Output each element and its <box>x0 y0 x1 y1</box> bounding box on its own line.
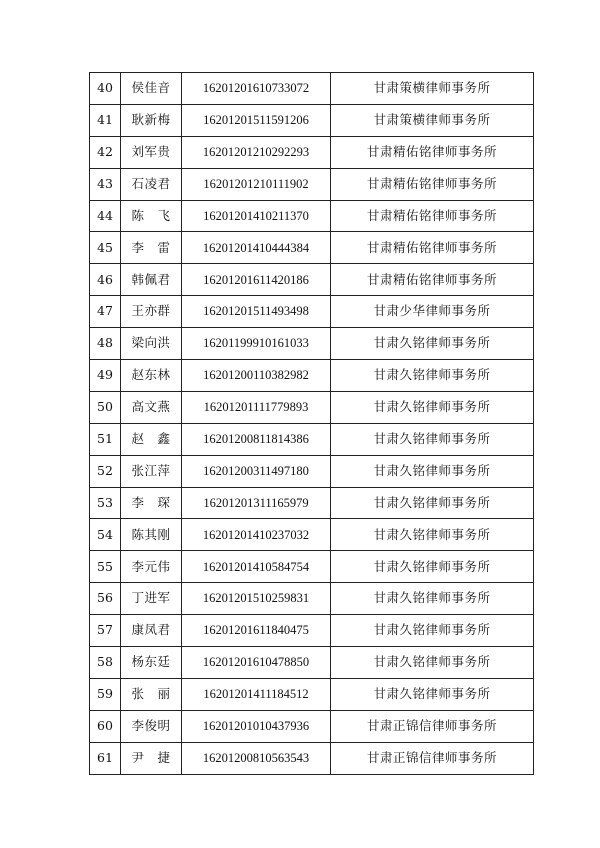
row-number: 42 <box>90 136 121 168</box>
table-row <box>90 742 534 774</box>
law-firm: 甘肃正锦信律师事务所 <box>331 742 534 774</box>
law-firm: 甘肃久铭律师事务所 <box>331 328 534 360</box>
license-number: 16201201111779893 <box>182 391 331 423</box>
table-row <box>90 73 534 105</box>
law-firm: 甘肃久铭律师事务所 <box>331 615 534 647</box>
license-number: 16201201511591206 <box>182 104 331 136</box>
table-row <box>90 487 534 519</box>
law-firm: 甘肃久铭律师事务所 <box>331 391 534 423</box>
table-row <box>90 423 534 455</box>
table-row <box>90 391 534 423</box>
table-row <box>90 296 534 328</box>
table-row <box>90 168 534 200</box>
row-number: 60 <box>90 710 121 742</box>
table-row <box>90 360 534 392</box>
lawyer-name: 李 雷 <box>121 232 182 264</box>
row-number: 54 <box>90 519 121 551</box>
row-number: 50 <box>90 391 121 423</box>
license-number: 16201201410237032 <box>182 519 331 551</box>
license-number: 16201201210292293 <box>182 136 331 168</box>
row-number: 48 <box>90 328 121 360</box>
row-number: 51 <box>90 423 121 455</box>
law-firm: 甘肃策横律师事务所 <box>331 104 534 136</box>
law-firm: 甘肃久铭律师事务所 <box>331 423 534 455</box>
table-row <box>90 104 534 136</box>
row-number: 59 <box>90 678 121 710</box>
law-firm: 甘肃策横律师事务所 <box>331 73 534 105</box>
license-number: 16201201311165979 <box>182 487 331 519</box>
lawyer-name: 李 琛 <box>121 487 182 519</box>
law-firm: 甘肃久铭律师事务所 <box>331 551 534 583</box>
license-number: 16201200811814386 <box>182 423 331 455</box>
license-number: 16201200311497180 <box>182 455 331 487</box>
row-number: 41 <box>90 104 121 136</box>
row-number: 43 <box>90 168 121 200</box>
lawyer-name: 赵东林 <box>121 360 182 392</box>
row-number: 55 <box>90 551 121 583</box>
roster-body <box>90 73 534 775</box>
law-firm: 甘肃少华律师事务所 <box>331 296 534 328</box>
lawyer-name: 杨东廷 <box>121 647 182 679</box>
table-row <box>90 519 534 551</box>
row-number: 57 <box>90 615 121 647</box>
law-firm: 甘肃久铭律师事务所 <box>331 678 534 710</box>
row-number: 40 <box>90 73 121 105</box>
license-number: 16201201010437936 <box>182 710 331 742</box>
lawyer-name: 陈其刚 <box>121 519 182 551</box>
license-number: 16201201611840475 <box>182 615 331 647</box>
lawyer-name: 王亦群 <box>121 296 182 328</box>
table-row <box>90 551 534 583</box>
license-number: 16201201410211370 <box>182 200 331 232</box>
table-row <box>90 583 534 615</box>
table-row <box>90 264 534 296</box>
license-number: 16201200110382982 <box>182 360 331 392</box>
lawyer-name: 张 丽 <box>121 678 182 710</box>
lawyer-name: 赵 鑫 <box>121 423 182 455</box>
lawyer-name: 李俊明 <box>121 710 182 742</box>
license-number: 16201201610733072 <box>182 73 331 105</box>
row-number: 47 <box>90 296 121 328</box>
license-number: 16201201210111902 <box>182 168 331 200</box>
lawyer-name: 尹 捷 <box>121 742 182 774</box>
lawyer-name: 侯佳音 <box>121 73 182 105</box>
table-row <box>90 200 534 232</box>
lawyer-name: 张江萍 <box>121 455 182 487</box>
row-number: 44 <box>90 200 121 232</box>
law-firm: 甘肃精佑铭律师事务所 <box>331 168 534 200</box>
lawyer-name: 刘军贵 <box>121 136 182 168</box>
row-number: 52 <box>90 455 121 487</box>
table-row <box>90 678 534 710</box>
lawyer-name: 韩佩君 <box>121 264 182 296</box>
law-firm: 甘肃精佑铭律师事务所 <box>331 264 534 296</box>
law-firm: 甘肃久铭律师事务所 <box>331 360 534 392</box>
license-number: 16201201410444384 <box>182 232 331 264</box>
lawyer-name: 李元伟 <box>121 551 182 583</box>
law-firm: 甘肃精佑铭律师事务所 <box>331 136 534 168</box>
license-number: 16201200810563543 <box>182 742 331 774</box>
row-number: 58 <box>90 647 121 679</box>
lawyer-name: 耿新梅 <box>121 104 182 136</box>
license-number: 16201201610478850 <box>182 647 331 679</box>
lawyer-name: 梁向洪 <box>121 328 182 360</box>
license-number: 16201201510259831 <box>182 583 331 615</box>
law-firm: 甘肃正锦信律师事务所 <box>331 710 534 742</box>
license-number: 16201201511493498 <box>182 296 331 328</box>
lawyer-name: 石凌君 <box>121 168 182 200</box>
license-number: 16201201411184512 <box>182 678 331 710</box>
law-firm: 甘肃久铭律师事务所 <box>331 487 534 519</box>
table-row <box>90 232 534 264</box>
row-number: 56 <box>90 583 121 615</box>
table-row <box>90 136 534 168</box>
lawyer-name: 康凤君 <box>121 615 182 647</box>
license-number: 16201201611420186 <box>182 264 331 296</box>
law-firm: 甘肃精佑铭律师事务所 <box>331 232 534 264</box>
table-row <box>90 615 534 647</box>
lawyer-name: 陈 飞 <box>121 200 182 232</box>
lawyer-roster-table <box>89 72 534 775</box>
table-row <box>90 710 534 742</box>
row-number: 49 <box>90 360 121 392</box>
row-number: 45 <box>90 232 121 264</box>
lawyer-name: 丁进军 <box>121 583 182 615</box>
law-firm: 甘肃精佑铭律师事务所 <box>331 200 534 232</box>
law-firm: 甘肃久铭律师事务所 <box>331 583 534 615</box>
license-number: 16201201410584754 <box>182 551 331 583</box>
row-number: 61 <box>90 742 121 774</box>
table-row <box>90 647 534 679</box>
law-firm: 甘肃久铭律师事务所 <box>331 519 534 551</box>
law-firm: 甘肃久铭律师事务所 <box>331 647 534 679</box>
law-firm: 甘肃久铭律师事务所 <box>331 455 534 487</box>
lawyer-name: 高文燕 <box>121 391 182 423</box>
row-number: 53 <box>90 487 121 519</box>
row-number: 46 <box>90 264 121 296</box>
table-row <box>90 328 534 360</box>
table-row <box>90 455 534 487</box>
license-number: 16201199910161033 <box>182 328 331 360</box>
